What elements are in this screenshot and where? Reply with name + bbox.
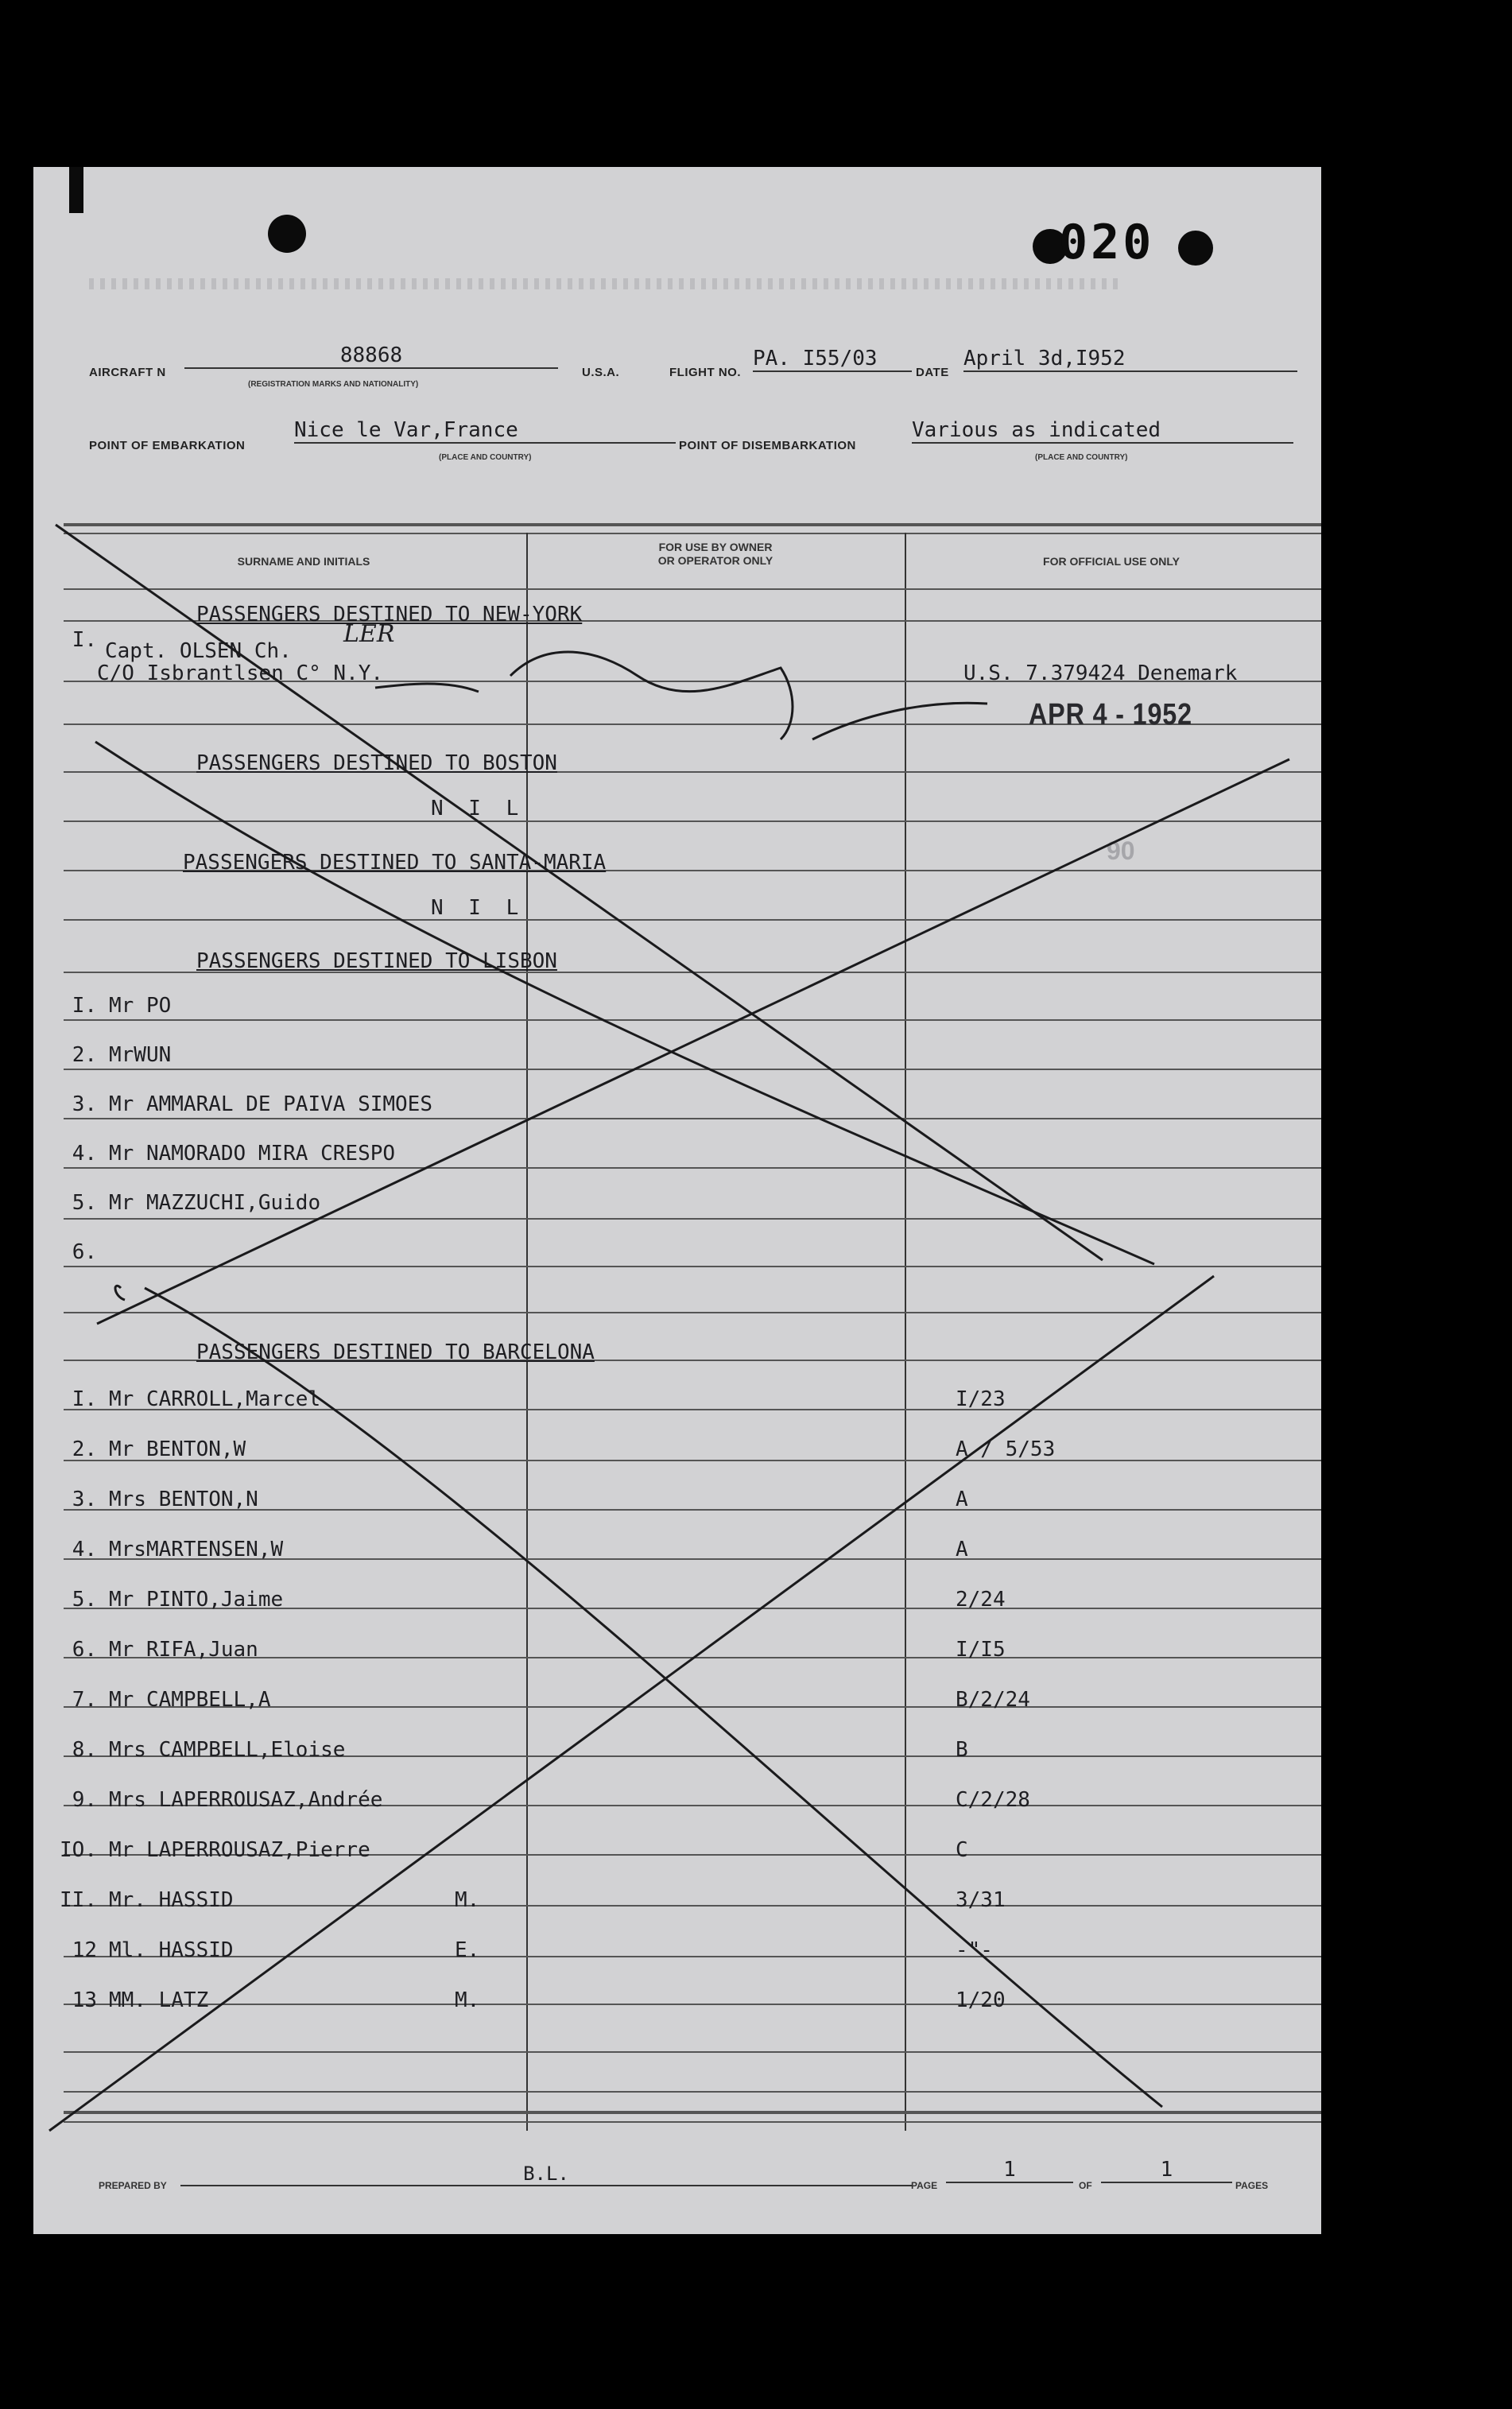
corner-mark: 020: [1059, 215, 1155, 270]
embark-place: Nice le Var,France: [294, 418, 676, 444]
disembark-place: Various as indicated: [912, 418, 1293, 444]
aircraft-label: AIRCRAFT N: [89, 366, 166, 379]
official-code: I/23: [956, 1387, 1006, 1411]
official-code: B/2/24: [956, 1688, 1030, 1712]
stamp-number: 90: [1107, 836, 1135, 865]
strike-marks: [33, 167, 1321, 2234]
official-code: A: [956, 1538, 968, 1561]
passenger-name: Mr CARROLL,Marcel: [109, 1387, 321, 1411]
passenger-name: Mrs BENTON,N: [109, 1488, 258, 1511]
passenger-name: Mr BENTON,W: [109, 1437, 246, 1461]
passenger-name: Mr MAZZUCHI,Guido: [109, 1191, 321, 1215]
row-number: I.: [72, 994, 97, 1018]
official-code: A / 5/53: [956, 1437, 1056, 1461]
passenger-initial: E.: [455, 1938, 480, 1962]
disembark-label: POINT OF DISEMBARKATION: [679, 439, 856, 452]
handwritten-tick: [115, 1286, 125, 1300]
passenger-name: MrsMARTENSEN,W: [109, 1538, 284, 1561]
official-code: 2/24: [956, 1588, 1006, 1612]
flight-number: PA. I55/03: [753, 347, 912, 372]
signature: [375, 652, 987, 739]
row-number: 3.: [72, 1092, 97, 1116]
strike-line: [56, 525, 1103, 1260]
strike-line: [49, 1276, 1214, 2131]
date-label: DATE: [916, 366, 949, 379]
page-label: PAGE: [911, 2180, 938, 2191]
column-header-official: FOR OFFICIAL USE ONLY: [1043, 555, 1180, 568]
official-code: C/2/28: [956, 1788, 1030, 1812]
section-heading-boston: PASSENGERS DESTINED TO BOSTON: [196, 751, 557, 775]
disembark-sub: (PLACE AND COUNTRY): [1035, 453, 1128, 462]
passenger-name: Mr AMMARAL DE PAIVA SIMOES: [109, 1092, 432, 1116]
official-code: -"-: [956, 1938, 993, 1962]
row-number: 4.: [72, 1538, 97, 1561]
embark-label: POINT OF EMBARKATION: [89, 439, 246, 452]
passenger-name: Mr CAMPBELL,A: [109, 1688, 271, 1712]
page-value: 1: [946, 2158, 1073, 2183]
passenger-name: MrWUN: [109, 1043, 172, 1067]
row-number: 4.: [72, 1142, 97, 1166]
row-number: 2.: [72, 1043, 97, 1067]
section-heading-new-york: PASSENGERS DESTINED TO NEW-YORK: [196, 603, 583, 626]
of-value: 1: [1101, 2158, 1232, 2183]
passenger-name: MM. LATZ: [109, 1988, 209, 2012]
strike-line: [145, 1288, 1162, 2107]
prepared-value: B.L.: [180, 2163, 912, 2186]
row-number: IO.: [60, 1838, 97, 1862]
pages-label: PAGES: [1235, 2180, 1269, 2191]
aircraft-number: 88868: [184, 343, 558, 369]
row-number: 3.: [72, 1488, 97, 1511]
manifest-page: [33, 167, 1321, 2234]
care-of-line: C/O Isbrantlsen C° N.Y.: [97, 661, 384, 685]
usa-label: U.S.A.: [582, 366, 620, 379]
official-code: A: [956, 1488, 968, 1511]
section-heading-santa-maria: PASSENGERS DESTINED TO SANTA-MARIA: [183, 851, 607, 875]
row-number: I.: [72, 628, 97, 652]
aircraft-sub: (REGISTRATION MARKS AND NATIONALITY): [248, 380, 419, 389]
boston-nil: N I L: [431, 797, 525, 820]
prepared-label: PREPARED BY: [99, 2180, 167, 2191]
flight-label: FLIGHT NO.: [669, 366, 741, 379]
date-stamp: APR 4 - 1952: [1029, 698, 1192, 731]
row-number: 5.: [72, 1191, 97, 1215]
flight-date: April 3d,I952: [963, 347, 1297, 372]
passenger-name: Mr RIFA,Juan: [109, 1638, 258, 1662]
strike-line: [97, 759, 1289, 1324]
row-number: 6.: [72, 1240, 97, 1264]
passenger-initial: M.: [455, 1988, 480, 2012]
passenger-name: Mr LAPERROUSAZ,Pierre: [109, 1838, 370, 1862]
passenger-name: Mr PINTO,Jaime: [109, 1588, 284, 1612]
row-number: 13: [72, 1988, 97, 2012]
official-code: 3/31: [956, 1888, 1006, 1912]
passenger-initial: M.: [455, 1888, 480, 1912]
official-code: 1/20: [956, 1988, 1006, 2012]
section-heading-barcelona: PASSENGERS DESTINED TO BARCELONA: [196, 1340, 595, 1364]
row-number: 9.: [72, 1788, 97, 1812]
passenger-name: Ml. HASSID: [109, 1938, 234, 1962]
passenger-name: Mrs LAPERROUSAZ,Andrée: [109, 1788, 383, 1812]
official-code: I/I5: [956, 1638, 1006, 1662]
passenger-name: Mr PO: [109, 994, 172, 1018]
official-code: C: [956, 1838, 968, 1862]
official-code: B: [956, 1738, 968, 1762]
handwritten-correction: LER: [343, 620, 395, 648]
passenger-name: Mrs CAMPBELL,Eloise: [109, 1738, 346, 1762]
column-header-owner: FOR USE BY OWNER OR OPERATOR ONLY: [657, 541, 773, 567]
row-number: 6.: [72, 1638, 97, 1662]
of-label: OF: [1079, 2180, 1092, 2191]
passenger-name: Mr. HASSID: [109, 1888, 234, 1912]
official-passport-entry: U.S. 7.379424 Denemark: [963, 661, 1238, 685]
column-header-surname: SURNAME AND INITIALS: [237, 555, 370, 568]
santa-maria-nil: N I L: [431, 896, 525, 920]
row-number: II.: [60, 1888, 97, 1912]
row-number: 7.: [72, 1688, 97, 1712]
row-number: 2.: [72, 1437, 97, 1461]
section-heading-lisbon: PASSENGERS DESTINED TO LISBON: [196, 949, 557, 973]
row-number: 5.: [72, 1588, 97, 1612]
passenger-name: Capt. OLSEN Ch.: [105, 639, 292, 663]
passenger-name: Mr NAMORADO MIRA CRESPO: [109, 1142, 396, 1166]
row-number: 12: [72, 1938, 97, 1962]
embark-sub: (PLACE AND COUNTRY): [439, 453, 532, 462]
row-number: I.: [72, 1387, 97, 1411]
row-number: 8.: [72, 1738, 97, 1762]
